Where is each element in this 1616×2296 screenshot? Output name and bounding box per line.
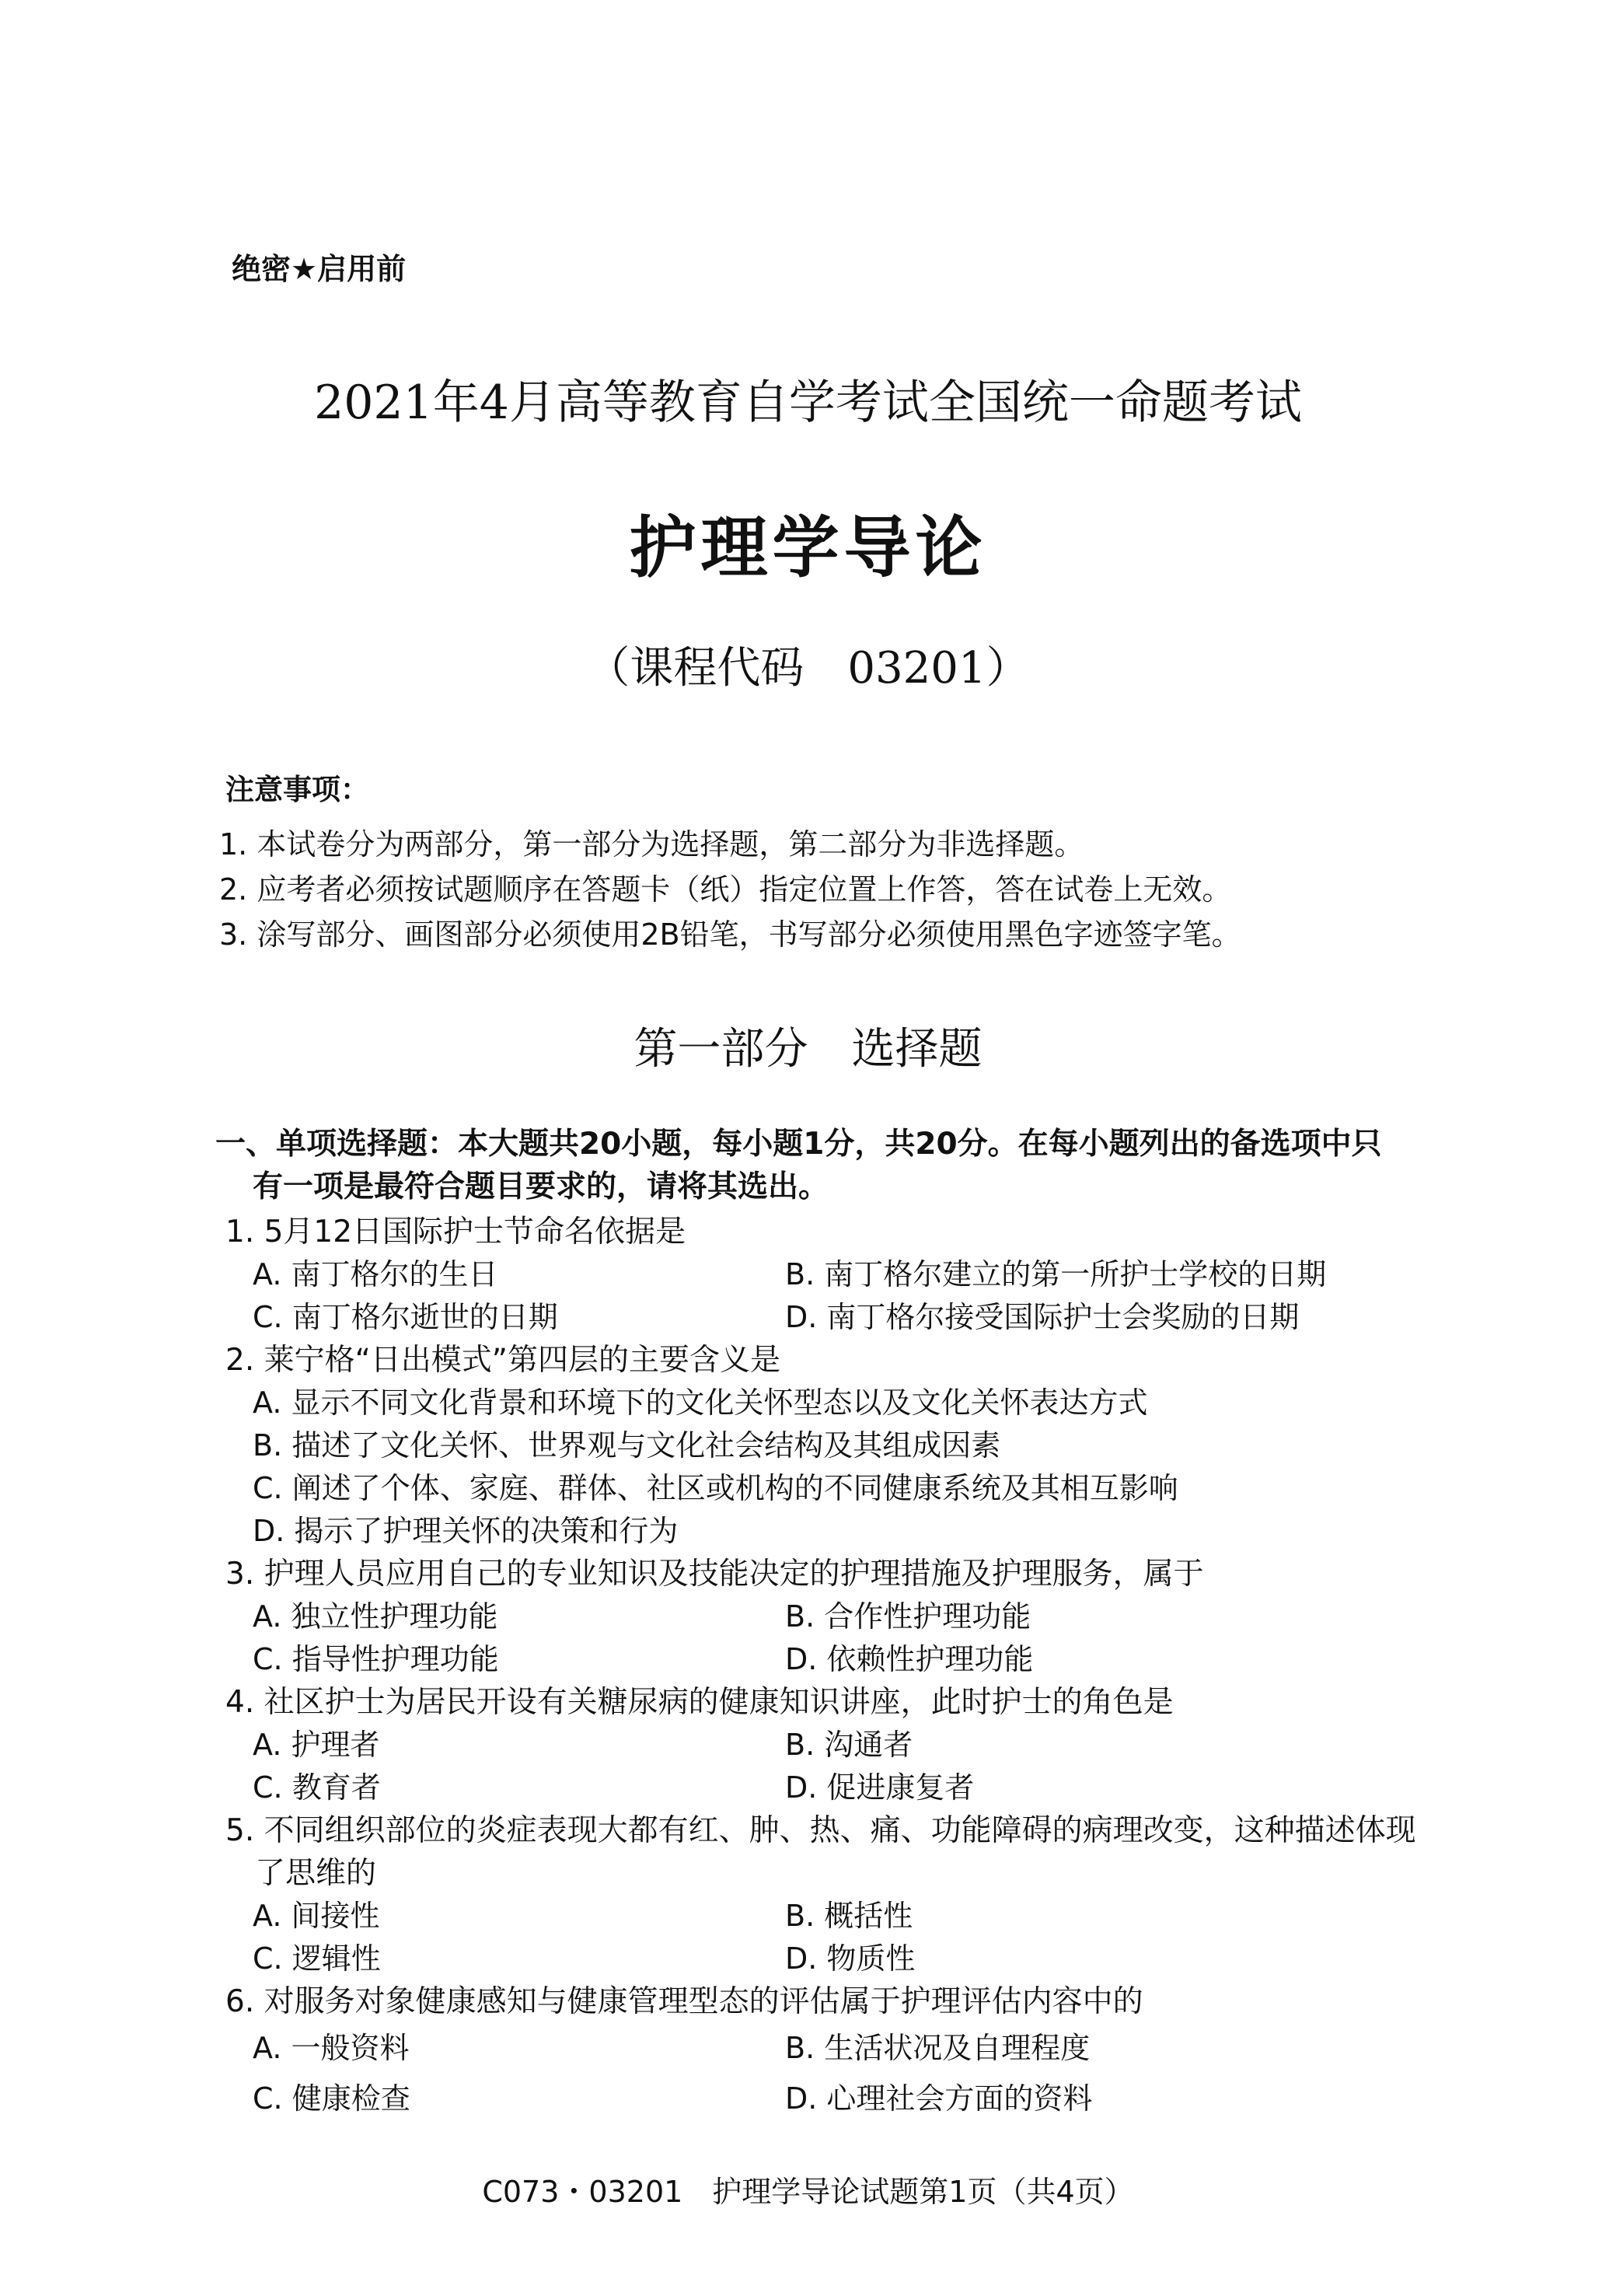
question-4-option-a: A. 护理者 xyxy=(253,1728,380,1762)
notice-item-1: 1. 本试卷分为两部分，第一部分为选择题，第二部分为非选择题。 xyxy=(219,827,1084,861)
question-2-stem: 2. 莱宁格“日出模式”第四层的主要含义是 xyxy=(225,1343,781,1378)
question-5-option-a: A. 间接性 xyxy=(253,1899,380,1933)
notice-item-2: 2. 应考者必须按试题顺序在答题卡（纸）指定位置上作答，答在试卷上无效。 xyxy=(219,872,1232,907)
question-6-stem: 6. 对服务对象健康感知与健康管理型态的评估属于护理评估内容中的 xyxy=(225,1984,1143,2019)
question-3-stem: 3. 护理人员应用自己的专业知识及技能决定的护理措施及护理服务，属于 xyxy=(225,1557,1204,1592)
question-1-option-b: B. 南丁格尔建立的第一所护士学校的日期 xyxy=(785,1257,1327,1291)
question-6-option-d: D. 心理社会方面的资料 xyxy=(785,2081,1093,2116)
subject-title: 护理学导论 xyxy=(629,508,987,587)
question-5-option-c: C. 逻辑性 xyxy=(253,1941,381,1976)
course-code: （课程代码 03201） xyxy=(586,643,1030,694)
question-6-option-b: B. 生活状况及自理程度 xyxy=(785,2031,1091,2065)
question-4-option-b: B. 沟通者 xyxy=(785,1728,913,1762)
question-3-option-a: A. 独立性护理功能 xyxy=(253,1599,498,1634)
question-4-option-c: C. 教育者 xyxy=(253,1770,381,1805)
question-3-option-d: D. 依赖性护理功能 xyxy=(785,1642,1034,1676)
notice-item-3: 3. 涂写部分、画图部分必须使用2B铅笔，书写部分必须使用黑色字迹签字笔。 xyxy=(219,917,1241,952)
question-6-option-c: C. 健康检查 xyxy=(253,2081,410,2116)
part-title: 第一部分 选择题 xyxy=(633,1024,983,1075)
question-6-option-a: A. 一般资料 xyxy=(253,2031,410,2065)
question-2-option-d: D. 揭示了护理关怀的决策和行为 xyxy=(253,1514,679,1548)
question-1-option-d: D. 南丁格尔接受国际护士会奖励的日期 xyxy=(785,1300,1300,1334)
question-2-option-b: B. 描述了文化关怀、世界观与文化社会结构及其组成因素 xyxy=(253,1428,1001,1463)
question-1-option-a: A. 南丁格尔的生日 xyxy=(253,1257,498,1291)
question-5-stem: 5. 不同组织部位的炎症表现大都有红、肿、热、痛、功能障碍的病理改变，这种描述体现 xyxy=(225,1813,1416,1848)
exam-title: 2021年4月高等教育自学考试全国统一命题考试 xyxy=(314,376,1302,430)
notice-heading: 注意事项： xyxy=(225,773,369,806)
section-instruction-line2: 有一项是最符合题目要求的，请将其选出。 xyxy=(253,1169,829,1204)
question-1-stem: 1. 5月12日国际护士节命名依据是 xyxy=(225,1214,686,1249)
question-4-stem: 4. 社区护士为居民开设有关糖尿病的健康知识讲座，此时护士的角色是 xyxy=(225,1685,1174,1720)
question-4-option-d: D. 促进康复者 xyxy=(785,1770,975,1805)
question-3-option-c: C. 指导性护理功能 xyxy=(253,1642,499,1676)
page-footer: C073・03201 护理学导论试题第1页（共4页） xyxy=(482,2175,1134,2209)
question-5-option-d: D. 物质性 xyxy=(785,1941,916,1976)
confidential-label: 绝密★启用前 xyxy=(232,252,407,286)
section-instruction-line1: 一、单项选择题：本大题共20小题，每小题1分，共20分。在每小题列出的备选项中只 xyxy=(215,1127,1382,1162)
question-5-stem-continued: 了思维的 xyxy=(255,1856,377,1891)
question-2-option-a: A. 显示不同文化背景和环境下的文化关怀型态以及文化关怀表达方式 xyxy=(253,1386,1148,1420)
question-2-option-c: C. 阐述了个体、家庭、群体、社区或机构的不同健康系统及其相互影响 xyxy=(253,1471,1178,1505)
question-1-option-c: C. 南丁格尔逝世的日期 xyxy=(253,1300,558,1334)
question-3-option-b: B. 合作性护理功能 xyxy=(785,1599,1031,1634)
question-5-option-b: B. 概括性 xyxy=(785,1899,913,1933)
